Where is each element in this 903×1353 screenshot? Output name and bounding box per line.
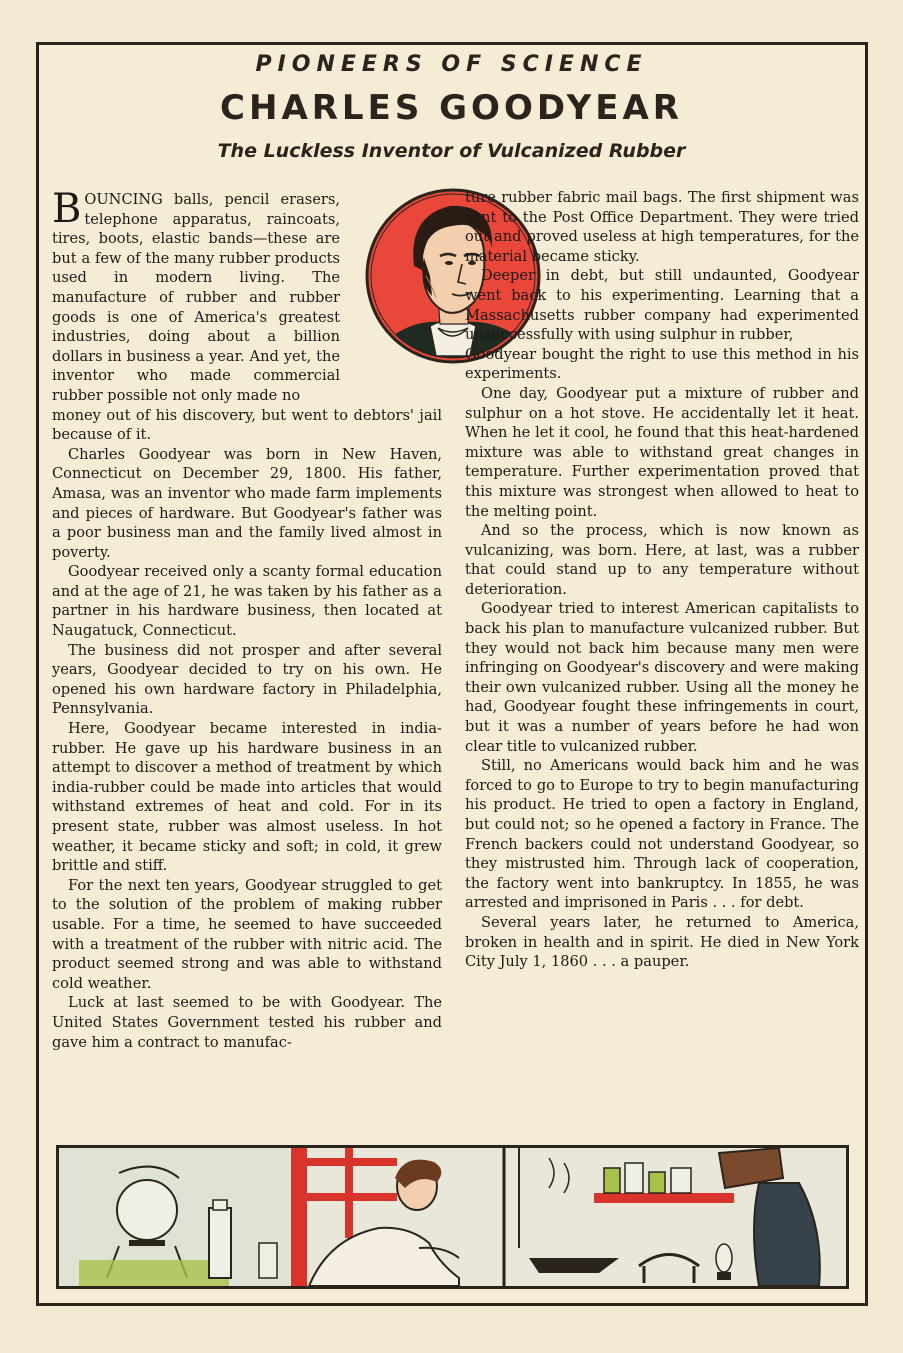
paragraph: money out of his discovery, but went to debtors' jail because of it. <box>52 406 442 444</box>
paragraph: Here, Goodyear became interested in india-rubber. He gave up his hardware business in an attempt to discover a method of treatment by which india-rubber could be made into articles that would withstand extremes of heat and cold. For in its present state, rubber was almost useless. In hot weather, it became sticky and soft; in cold, it grew brittle and stiff. <box>52 720 442 875</box>
paragraph: The business did not prosper and after several years, Goodyear decided to try on his own. He opened his own hardware factory in Philadelphia, Pennsylvania. <box>52 641 442 718</box>
paragraph: For the next ten years, Goodyear struggled to get to the solution of the problem of making rubber usable. For a time, he seemed to have succeeded with a treatment of the rubber with nitric acid. The product seemed strong and was able to withstand cold weather. <box>52 876 442 992</box>
paragraph: Luck at last seemed to be with Goodyear. The United States Government tested his rubber and gave him a contract to manufac- <box>52 994 442 1051</box>
article-title: CHARLES GOODYEAR <box>220 88 683 128</box>
paragraph: Charles Goodyear was born in New Haven, Connecticut on December 29, 1800. His father, Amasa, was an inventor who made farm implements and pieces of hardware. But Goodyear's father was a poor business man and the family lived almost in poverty. <box>52 445 442 561</box>
right-column <box>465 188 859 972</box>
paragraph: Goodyear tried to interest American capitalists to back his plan to manufacture vulcanized rubber. But they would not back him because many men were infringing on Goodyear's discovery and were making their own vulcanized rubber. Using all the money he had, Goodyear fought these infringements in court, but it was a number of years before he had won clear title to vulcanized rubber. <box>465 600 859 755</box>
drop-cap: B <box>52 186 82 232</box>
paragraph: Deeper in debt, but still undaunted, Goodyear went back to his experimenting. Learning that a Massachusetts rubber company had experimented unsuccessfully with using sulphur in rubber, <box>465 267 859 344</box>
article-subtitle: The Luckless Inventor of Vulcanized Rubber <box>217 140 686 162</box>
paragraph: Goodyear bought the right to use this method in his experiments. <box>465 345 859 383</box>
series-heading: PIONEERS OF SCIENCE <box>255 52 648 77</box>
left-column <box>52 186 442 1052</box>
laboratory-illustration <box>56 1145 849 1289</box>
paragraph: One day, Goodyear put a mixture of rubber and sulphur on a hot stove. He accidentally let it heat. When he let it cool, he found that this heat-hardened mixture was able to withstand great changes in temperature. Further experimentation proved that this mixture was strongest when allowed to heat to the melting point. <box>465 384 859 520</box>
lead-paragraph: BOUNCING balls, pencil erasers, telephone apparatus, raincoats, tires, boots, elastic bands—these are but a few of the many rubber products used in modern living. The manufacture of rubber and rubber goods is one of America's greatest industries, doing about a billion dollars in business a year. And yet, the inventor who made commercial rubber possible not only made no <box>52 186 340 404</box>
paragraph: Still, no Americans would back him and he was forced to go to Europe to try to begin manufacturing his product. He tried to open a factory in England, but could not; so he opened a factory in France. The French backers could not understand Goodyear, so they mistrusted him. Through lack of cooperation, the factory went into bankruptcy. In 1855, he was arrested and imprisoned in Paris . . . for debt. <box>465 757 859 912</box>
paragraph: And so the process, which is now known as vulcanizing, was born. Here, at last, was a rubber that could stand up to any temperature without deterioration. <box>465 522 859 598</box>
paragraph: Several years later, he returned to America, broken in health and in spirit. He died in New York City July 1, 1860 . . . a pauper. <box>465 913 859 971</box>
paragraph: Goodyear received only a scanty formal education and at the age of 21, he was taken by his father as a partner in his hardware business, then located at Naugatuck, Connecticut. <box>52 563 442 640</box>
paragraph: ture rubber fabric mail bags. The first shipment was sent to the Post Office Department. They were tried out and proved useless at high temperatures, for the material became sticky. <box>465 189 859 265</box>
